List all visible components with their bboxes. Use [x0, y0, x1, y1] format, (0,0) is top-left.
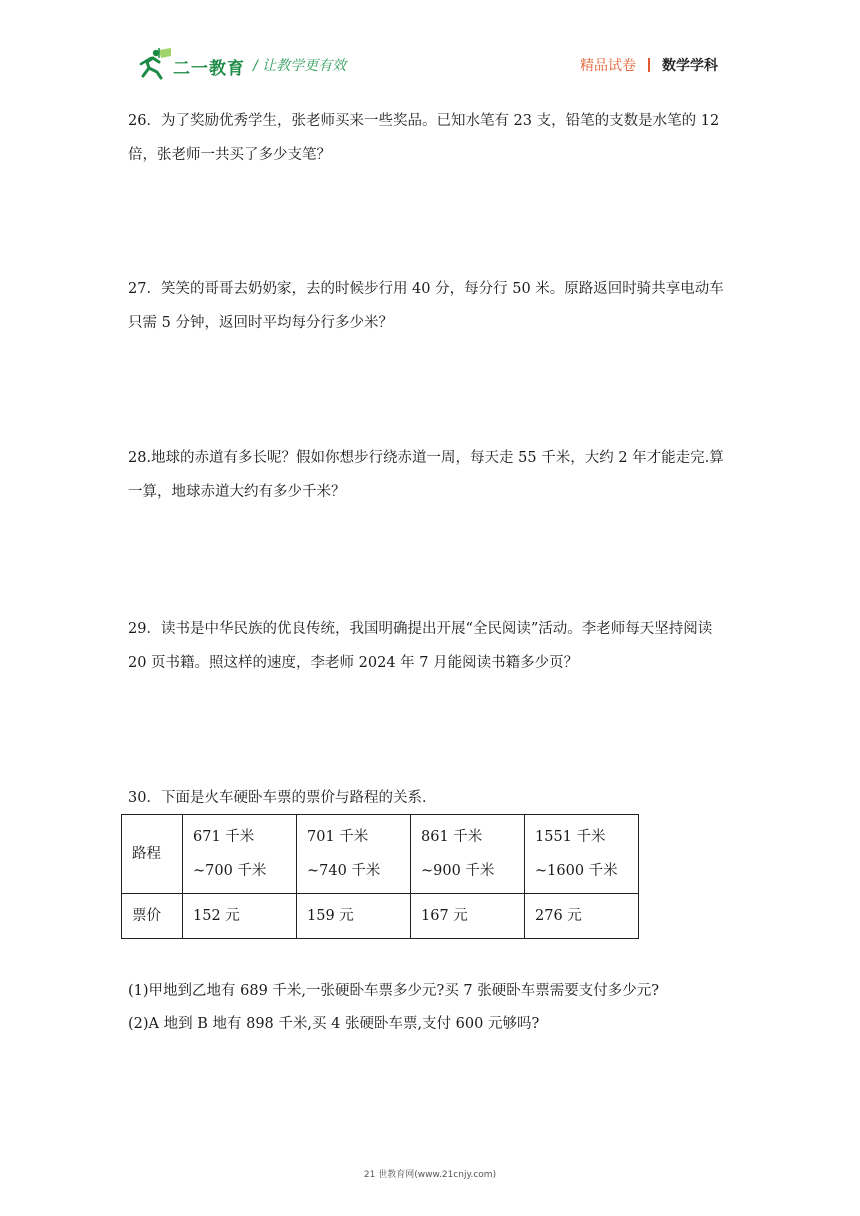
question-30: 30．下面是火车硬卧车票的票价与路程的关系．	[128, 790, 437, 806]
header-divider	[648, 58, 650, 72]
header-tags	[580, 55, 718, 75]
table-cell: 票价	[122, 894, 183, 939]
exam-tag: 精品试卷	[580, 58, 636, 74]
question-26: 26．为了奖励优秀学生，张老师买来一些奖品。已知水笔有 23 支，铅笔的支数是水笔的 12 倍，张老师一共买了多少支笔？	[128, 113, 720, 163]
table-cell: 路程	[122, 815, 183, 894]
page-header	[0, 0, 860, 100]
subquestion-2: (2)A 地到 B 地有 898 千米,买 4 张硬卧车票,支付 600 元够吗?	[128, 1016, 540, 1032]
table-cell: 167 元	[411, 894, 525, 939]
table-cell: 701 千米~740 千米	[297, 815, 411, 894]
table-cell: 671 千米~700 千米	[183, 815, 297, 894]
table-cell: 276 元	[525, 894, 639, 939]
table-cell: 152 元	[183, 894, 297, 939]
running-person-logo-icon	[137, 46, 173, 80]
question-27: 27．笑笑的哥哥去奶奶家，去的时候步行用 40 分，每分行 50 米。原路返回时骑共享电动车只需 5 分钟，返回时平均每分行多少米？	[128, 281, 724, 331]
page-footer: 21 世教育网(www.21cnjy.com)	[363, 1170, 497, 1180]
table-cell: 1551 千米 ~1600 千米	[525, 815, 639, 894]
brand-slogan: / 让教学更有效	[253, 58, 347, 74]
question-29: 29．读书是中华民族的优良传统，我国明确提出开展“全民阅读”活动。李老师每天坚持阅读 20 页书籍。照这样的速度，李老师 2024 年 7 月能阅读书籍多少页？	[128, 621, 713, 671]
question-28: 28.地球的赤道有多长呢？假如你想步行绕赤道一周，每天走 55 千米，大约 2 年才能走完.算一算，地球赤道大约有多少千米？	[128, 450, 724, 500]
table-row-distance	[122, 815, 639, 894]
table-row-price	[122, 894, 639, 939]
subquestion-1: (1)甲地到乙地有 689 千米,一张硬卧车票多少元?买 7 张硬卧车票需要支付多少元?	[128, 983, 660, 999]
subject-tag: 数学学科	[662, 58, 718, 74]
brand-name: 二一教育	[173, 59, 245, 79]
fare-table	[121, 814, 639, 939]
table-cell: 861 千米~900 千米	[411, 815, 525, 894]
table-cell: 159 元	[297, 894, 411, 939]
